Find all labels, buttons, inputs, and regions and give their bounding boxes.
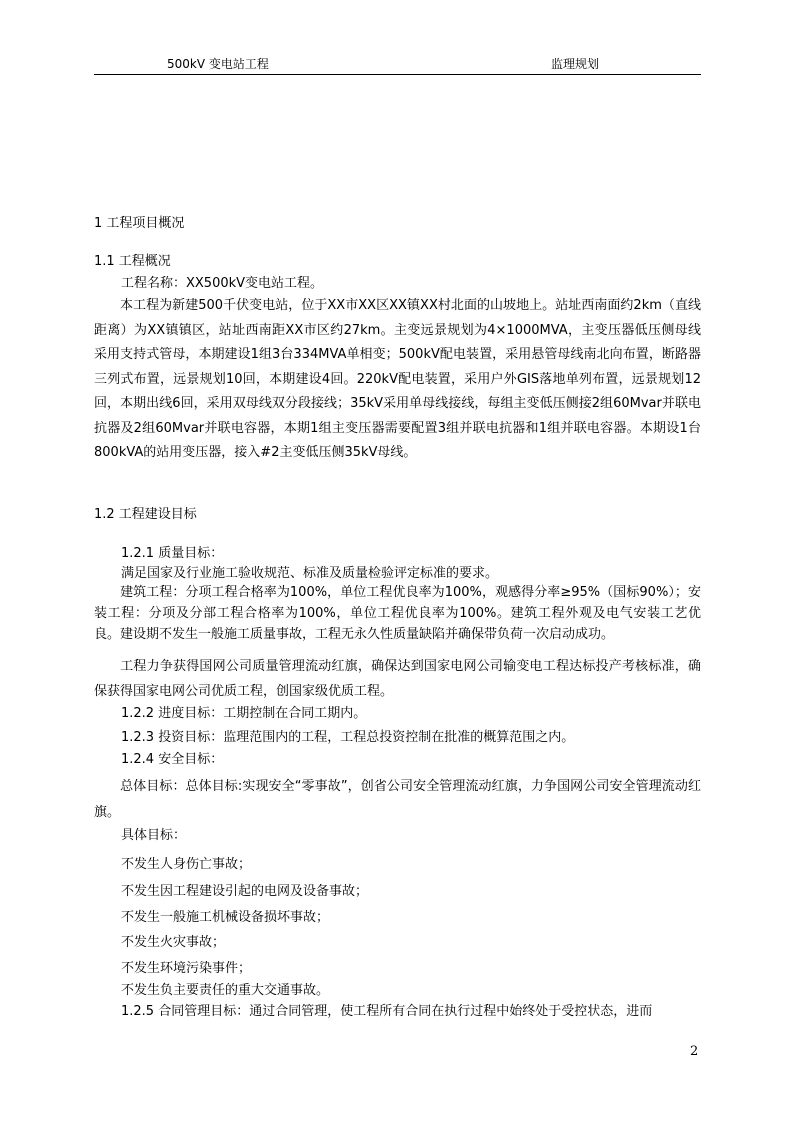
header-project-title: 500kV 变电站工程 (167, 57, 269, 71)
header-document-title: 监理规划 (551, 57, 600, 71)
safety-item-5: 不发生环境污染事件； (121, 961, 252, 976)
safety-specific-heading: 具体目标： (121, 828, 187, 843)
quality-target-heading: 1.2.1 质量目标： (121, 546, 224, 561)
quality-target-paragraph-2: 建筑工程：分项工程合格率为100%，单位工程优良率为100%，观感得分率≥95%（国标90%）；安装工程：分项及分部工程合格率为100%，单位工程优良率为100%。建筑工程外观及电气安装工艺优良。建设期不发生一般施工质量事故，工程无永久性质量缺陷并确保带负荷一次启动成功。 (94, 585, 701, 642)
safety-target-heading: 1.2.4 安全目标： (121, 752, 224, 767)
page-header (94, 56, 701, 75)
overview-paragraph: 本工程为新建500千伏变电站，位于XX市XX区XX镇XX村北面的山坡地上。站址西南面约2km（直线距离）为XX镇镇区，站址西南距XX市区约27km。主变远景规划为4×1000MVA，主变压器低压侧母线采用支持式管母，本期建设1组3台334MVA单相变；500kV配电装置，采用悬管母线南北向布置，断路器三列式布置，远景规划10回，本期建设4回。220kV配电装置，采用户外GIS落地单列布置，远景规划12回，本期出线6回，采用双母线双分段接线；35kV采用单母线接线，每组主变低压侧接2组60Mvar并联电抗器及2组60Mvar并联电容器，本期1组主变压器需要配置3组并联电抗器和1组并联电容器。本期设1台800kVA的站用变压器，接入#2主变低压侧35kV母线。 (94, 298, 701, 460)
investment-target: 1.2.3 投资目标：监理范围内的工程，工程总投资控制在批准的概算范围之内。 (121, 730, 575, 745)
project-name: 工程名称：XX500kV变电站工程。 (121, 276, 324, 291)
safety-item-3: 不发生一般施工机械设备损坏事故； (121, 910, 330, 925)
section-heading-1: 1 工程项目概况 (94, 216, 185, 231)
page-number: 2 (690, 1044, 699, 1059)
safety-overall-target: 总体目标：总体目标:实现安全“零事故”，创省公司安全管理流动红旗，力争国网公司安全管理流动红旗。 (94, 779, 701, 820)
quality-target-paragraph-3: 工程力争获得国网公司质量管理流动红旗，确保达到国家电网公司输变电工程达标投产考核标准，确保获得国家电网公司优质工程，创国家级优质工程。 (94, 659, 701, 699)
quality-target-line-1: 满足国家及行业施工验收规范、标准及质量检验评定标准的要求。 (121, 566, 499, 581)
safety-item-6: 不发生负主要责任的重大交通事故。 (121, 983, 330, 998)
schedule-target: 1.2.2 进度目标：工期控制在合同工期内。 (121, 706, 367, 721)
section-heading-1-2: 1.2 工程建设目标 (94, 507, 197, 522)
section-heading-1-1: 1.1 工程概况 (94, 254, 171, 269)
safety-item-4: 不发生火灾事故； (121, 935, 226, 950)
safety-item-2: 不发生因工程建设引起的电网及设备事故； (121, 884, 369, 899)
contract-target: 1.2.5 合同管理目标：通过合同管理，使工程所有合同在执行过程中始终处于受控状态，进而 (121, 1004, 653, 1019)
safety-item-1: 不发生人身伤亡事故； (121, 857, 252, 872)
